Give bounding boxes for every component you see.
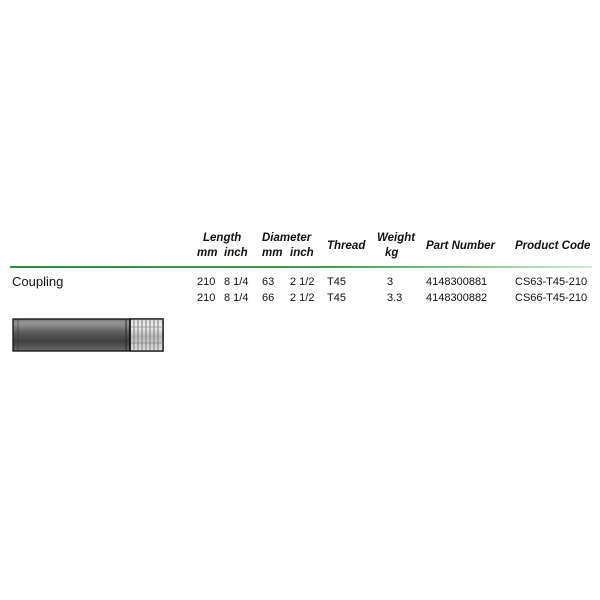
cell-diameter-inch: 2 1/2 [290, 292, 315, 304]
cell-part-number: 4148300882 [426, 292, 488, 304]
cell-product-code: CS63-T45-210 [515, 276, 588, 288]
table-body [10, 274, 592, 306]
cell-weight-kg: 3.3 [387, 292, 403, 304]
cell-length-inch: 8 1/4 [224, 292, 249, 304]
header-weight-kg: kg [385, 247, 399, 259]
cell-length-mm: 210 [197, 292, 216, 304]
cell-thread: T45 [327, 276, 346, 288]
cell-length-inch: 8 1/4 [224, 276, 249, 288]
product-title: Coupling [12, 274, 64, 289]
cell-length-mm: 210 [197, 276, 216, 288]
header-length: Length [203, 232, 242, 244]
green-divider-rule [10, 266, 592, 268]
header-diameter-mm: mm [262, 247, 283, 259]
table-row [10, 290, 592, 306]
header-diameter: Diameter [262, 232, 312, 244]
header-weight: Weight [377, 232, 416, 244]
cell-diameter-mm: 66 [262, 292, 275, 304]
header-length-mm: mm [197, 247, 218, 259]
header-length-inch: inch [224, 247, 248, 259]
cell-diameter-inch: 2 1/2 [290, 276, 315, 288]
coupling-illustration [12, 315, 164, 355]
header-part-number: Part Number [426, 240, 496, 252]
cell-weight-kg: 3 [387, 276, 394, 288]
specification-table [10, 230, 592, 266]
header-diameter-inch: inch [290, 247, 314, 259]
cell-diameter-mm: 63 [262, 276, 275, 288]
header-product-code: Product Code [515, 240, 591, 252]
cell-part-number: 4148300881 [426, 276, 488, 288]
cell-product-code: CS66-T45-210 [515, 292, 588, 304]
header-thread: Thread [327, 240, 366, 252]
table-column-headers [10, 230, 592, 266]
table-row [10, 274, 592, 290]
cell-thread: T45 [327, 292, 346, 304]
